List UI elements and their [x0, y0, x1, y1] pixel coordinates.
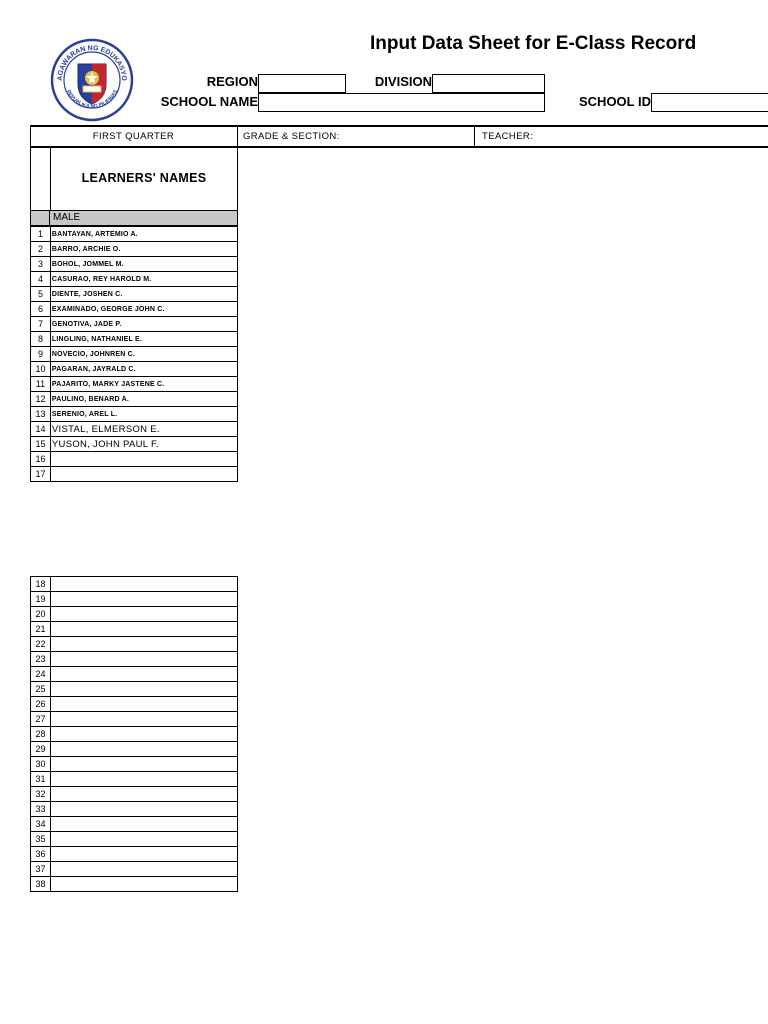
learner-name-cell[interactable] — [50, 757, 237, 772]
row-number: 26 — [31, 697, 51, 712]
school-name-input[interactable] — [258, 93, 545, 112]
learner-name-cell[interactable]: VISTAL, ELMERSON E. — [50, 422, 237, 437]
learner-name-cell[interactable] — [50, 467, 237, 482]
row-number: 17 — [31, 467, 51, 482]
learner-name-cell[interactable] — [50, 592, 237, 607]
row-number: 31 — [31, 772, 51, 787]
row-number: 1 — [31, 227, 51, 242]
school-id-input[interactable] — [651, 93, 768, 112]
learner-name-cell[interactable] — [50, 667, 237, 682]
row-number: 4 — [31, 272, 51, 287]
learner-name-cell[interactable] — [50, 772, 237, 787]
table-row — [31, 802, 238, 817]
learner-name-cell[interactable] — [50, 637, 237, 652]
table-row — [31, 287, 238, 302]
row-number: 8 — [31, 332, 51, 347]
learner-name-cell[interactable] — [50, 607, 237, 622]
table-row — [31, 757, 238, 772]
row-number: 27 — [31, 712, 51, 727]
learner-name-cell[interactable]: LINGLING, NATHANIEL E. — [50, 332, 237, 347]
learner-name-cell[interactable]: SERENIO, AREL L. — [50, 407, 237, 422]
learner-name-cell[interactable]: PAGARAN, JAYRALD C. — [50, 362, 237, 377]
table-row — [31, 847, 238, 862]
row-number: 35 — [31, 832, 51, 847]
row-number: 14 — [31, 422, 51, 437]
row-number: 5 — [31, 287, 51, 302]
row-number: 38 — [31, 877, 51, 892]
learner-name-cell[interactable]: BOHOL, JOMMEL M. — [50, 257, 237, 272]
row-number: 25 — [31, 682, 51, 697]
row-number: 15 — [31, 437, 51, 452]
svg-text:KAGAWARAN NG EDUKASYON: AGAWARAN NG EDUKASYO — [56, 44, 128, 82]
table-row — [31, 577, 238, 592]
learner-name-cell[interactable] — [50, 832, 237, 847]
row-number: 9 — [31, 347, 51, 362]
teacher-label: TEACHER: — [482, 131, 534, 142]
learner-name-cell[interactable]: CASURAO, REY HAROLD M. — [50, 272, 237, 287]
learner-name-cell[interactable] — [50, 877, 237, 892]
learner-name-cell[interactable]: PAJARITO, MARKY JASTENE C. — [50, 377, 237, 392]
learner-name-cell[interactable] — [50, 787, 237, 802]
row-number: 32 — [31, 787, 51, 802]
table-row — [31, 727, 238, 742]
table-row — [31, 817, 238, 832]
table-row — [31, 622, 238, 637]
row-number: 6 — [31, 302, 51, 317]
learner-name-cell[interactable] — [50, 682, 237, 697]
table-row — [31, 592, 238, 607]
quarter-label: FIRST QUARTER — [92, 131, 175, 142]
table-row — [31, 667, 238, 682]
male-section-row — [30, 210, 238, 226]
learner-name-cell[interactable] — [50, 727, 237, 742]
table-row — [31, 272, 238, 287]
row-number: 22 — [31, 637, 51, 652]
learner-name-cell[interactable]: PAULINO, BENARD A. — [50, 392, 237, 407]
table-row — [31, 362, 238, 377]
learners-table-1 — [30, 226, 238, 482]
row-number: 19 — [31, 592, 51, 607]
learner-name-cell[interactable] — [50, 817, 237, 832]
row-number: 21 — [31, 622, 51, 637]
learners-table-2 — [30, 576, 238, 892]
row-number: 20 — [31, 607, 51, 622]
page-title: Input Data Sheet for E-Class Record — [370, 33, 697, 54]
region-input[interactable] — [258, 74, 346, 93]
row-number: 28 — [31, 727, 51, 742]
division-label: DIVISION — [374, 74, 432, 89]
learner-name-cell[interactable]: GENOTIVA, JADE P. — [50, 317, 237, 332]
table-row — [31, 697, 238, 712]
learner-name-cell[interactable]: BANTAYAN, ARTEMIO A. — [50, 227, 237, 242]
table-row — [31, 742, 238, 757]
row-number: 23 — [31, 652, 51, 667]
learner-name-cell[interactable] — [50, 802, 237, 817]
learner-name-cell[interactable]: BARRO, ARCHIE O. — [50, 242, 237, 257]
learner-name-cell[interactable]: YUSON, JOHN PAUL F. — [50, 437, 237, 452]
row-number: 10 — [31, 362, 51, 377]
learner-name-cell[interactable]: DIENTE, JOSHEN C. — [50, 287, 237, 302]
row-number: 16 — [31, 452, 51, 467]
table-row — [31, 377, 238, 392]
table-row — [31, 452, 238, 467]
table-row — [31, 682, 238, 697]
table-row — [31, 422, 238, 437]
row-number: 2 — [31, 242, 51, 257]
table-row — [31, 392, 238, 407]
grade-section-label: GRADE & SECTION: — [243, 131, 340, 142]
learner-name-cell[interactable] — [50, 742, 237, 757]
row-number: 33 — [31, 802, 51, 817]
row-number: 18 — [31, 577, 51, 592]
division-input[interactable] — [432, 74, 545, 93]
table-row — [31, 772, 238, 787]
row-number: 37 — [31, 862, 51, 877]
region-label: REGION — [206, 74, 258, 89]
row-number: 12 — [31, 392, 51, 407]
learner-name-cell[interactable] — [50, 712, 237, 727]
learner-name-cell[interactable] — [50, 697, 237, 712]
deped-seal — [50, 38, 134, 122]
table-row — [31, 877, 238, 892]
table-row — [31, 347, 238, 362]
learner-name-cell[interactable] — [50, 862, 237, 877]
row-number: 11 — [31, 377, 51, 392]
table-row — [31, 257, 238, 272]
row-number: 3 — [31, 257, 51, 272]
table-row — [31, 637, 238, 652]
table-row — [31, 832, 238, 847]
table-row — [31, 652, 238, 667]
learner-name-cell[interactable] — [50, 622, 237, 637]
svg-text:REPUBLIKA NG PILIPINAS: REPUBLIKA NG PILIPINAS — [65, 89, 119, 110]
table-row — [31, 407, 238, 422]
row-number: 7 — [31, 317, 51, 332]
learners-names-header — [30, 147, 238, 210]
table-row — [31, 437, 238, 452]
row-number: 34 — [31, 817, 51, 832]
table-row — [31, 332, 238, 347]
table-row — [31, 712, 238, 727]
row-number: 24 — [31, 667, 51, 682]
learner-name-cell[interactable] — [50, 652, 237, 667]
table-row — [31, 227, 238, 242]
learners-names-title: LEARNERS' NAMES — [81, 171, 207, 185]
male-label: MALE — [53, 212, 81, 223]
table-row — [31, 862, 238, 877]
row-number: 30 — [31, 757, 51, 772]
school-id-label: SCHOOL ID — [579, 94, 651, 109]
learner-name-cell[interactable] — [50, 847, 237, 862]
row-number: 13 — [31, 407, 51, 422]
table-row — [31, 302, 238, 317]
table-row — [31, 242, 238, 257]
table-row — [31, 607, 238, 622]
quarter-bar — [30, 125, 768, 148]
learner-name-cell[interactable] — [50, 577, 237, 592]
table-row — [31, 317, 238, 332]
row-number: 29 — [31, 742, 51, 757]
school-name-label: SCHOOL NAME — [160, 94, 258, 109]
table-row — [31, 467, 238, 482]
learner-name-cell[interactable]: EXAMINADO, GEORGE JOHN C. — [50, 302, 237, 317]
row-number: 36 — [31, 847, 51, 862]
learner-name-cell[interactable] — [50, 452, 237, 467]
table-row — [31, 787, 238, 802]
learner-name-cell[interactable]: NOVECIO, JOHNREN C. — [50, 347, 237, 362]
